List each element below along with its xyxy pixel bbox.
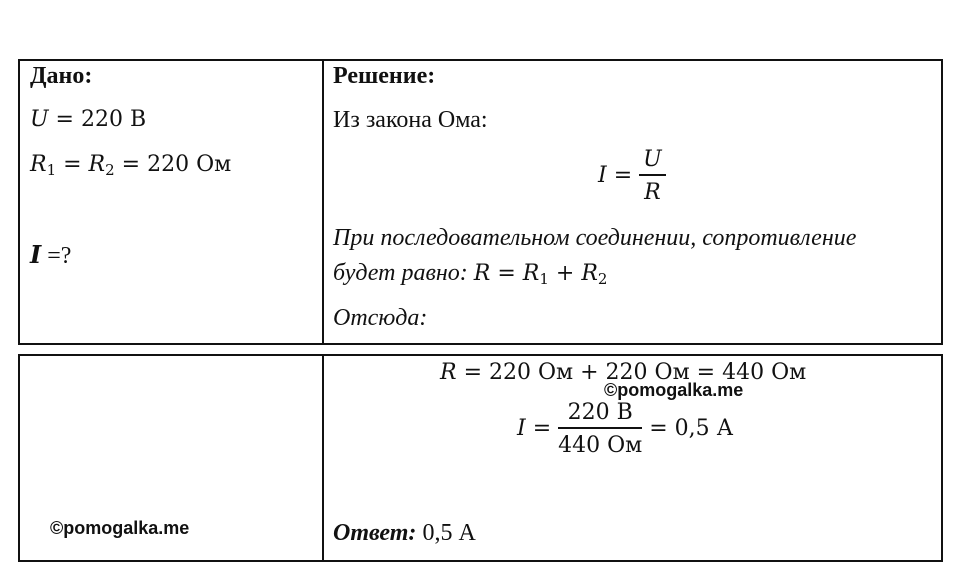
solution-header: Решение: — [333, 63, 436, 89]
current-fraction: $\frac{220 В}{440 Ом}$ — [558, 400, 643, 458]
given-resistances — [30, 152, 231, 177]
series-text: будет равно: — [333, 260, 474, 286]
given-voltage — [30, 107, 146, 132]
given-solution-table — [18, 59, 943, 345]
ohm-num: U — [639, 147, 666, 176]
r1-sub: 1 — [46, 161, 57, 179]
answer-value: 0,5 А — [416, 520, 476, 546]
answer-line — [333, 520, 476, 547]
resistance-value: = 220 Ом — [114, 152, 232, 177]
calc-current: I = $\frac{220 В}{440 Ом}$ = 0,5 А — [517, 400, 734, 458]
column-divider — [322, 61, 324, 343]
hence-label: Отсюда: — [333, 305, 428, 331]
voltage-value: = 220 В — [48, 107, 147, 132]
r1-var: R — [30, 152, 47, 177]
r2-var: R — [88, 152, 106, 177]
ohm-lhs: I — [598, 163, 607, 188]
given-header: Дано: — [30, 63, 93, 89]
calc-resistance: R = 220 Ом + 220 Ом = 440 Ом — [440, 360, 807, 385]
answer-label: Ответ: — [333, 520, 417, 546]
watermark-bottom: ©pomogalka.me — [50, 518, 190, 538]
ohm-den: R — [644, 180, 661, 205]
ohm-formula — [598, 147, 666, 205]
unknown-var: I — [30, 240, 42, 269]
ohm-fraction — [639, 147, 666, 205]
series-line-1: При последовательном соединении, сопротивление — [333, 225, 857, 251]
r2-sub: 2 — [105, 161, 115, 179]
watermark-top: ©pomogalka.me — [604, 380, 744, 400]
voltage-var: U — [30, 107, 49, 132]
ohm-intro: Из закона Ома: — [333, 107, 488, 133]
given-unknown — [30, 240, 71, 270]
unknown-rest: =? — [41, 243, 72, 269]
eq-sign: = — [56, 152, 89, 177]
series-formula: $R = R_1 + R_2$ — [473, 261, 608, 288]
series-line-2 — [333, 260, 607, 287]
column-divider — [322, 356, 324, 560]
ohm-eq: = — [606, 163, 640, 188]
